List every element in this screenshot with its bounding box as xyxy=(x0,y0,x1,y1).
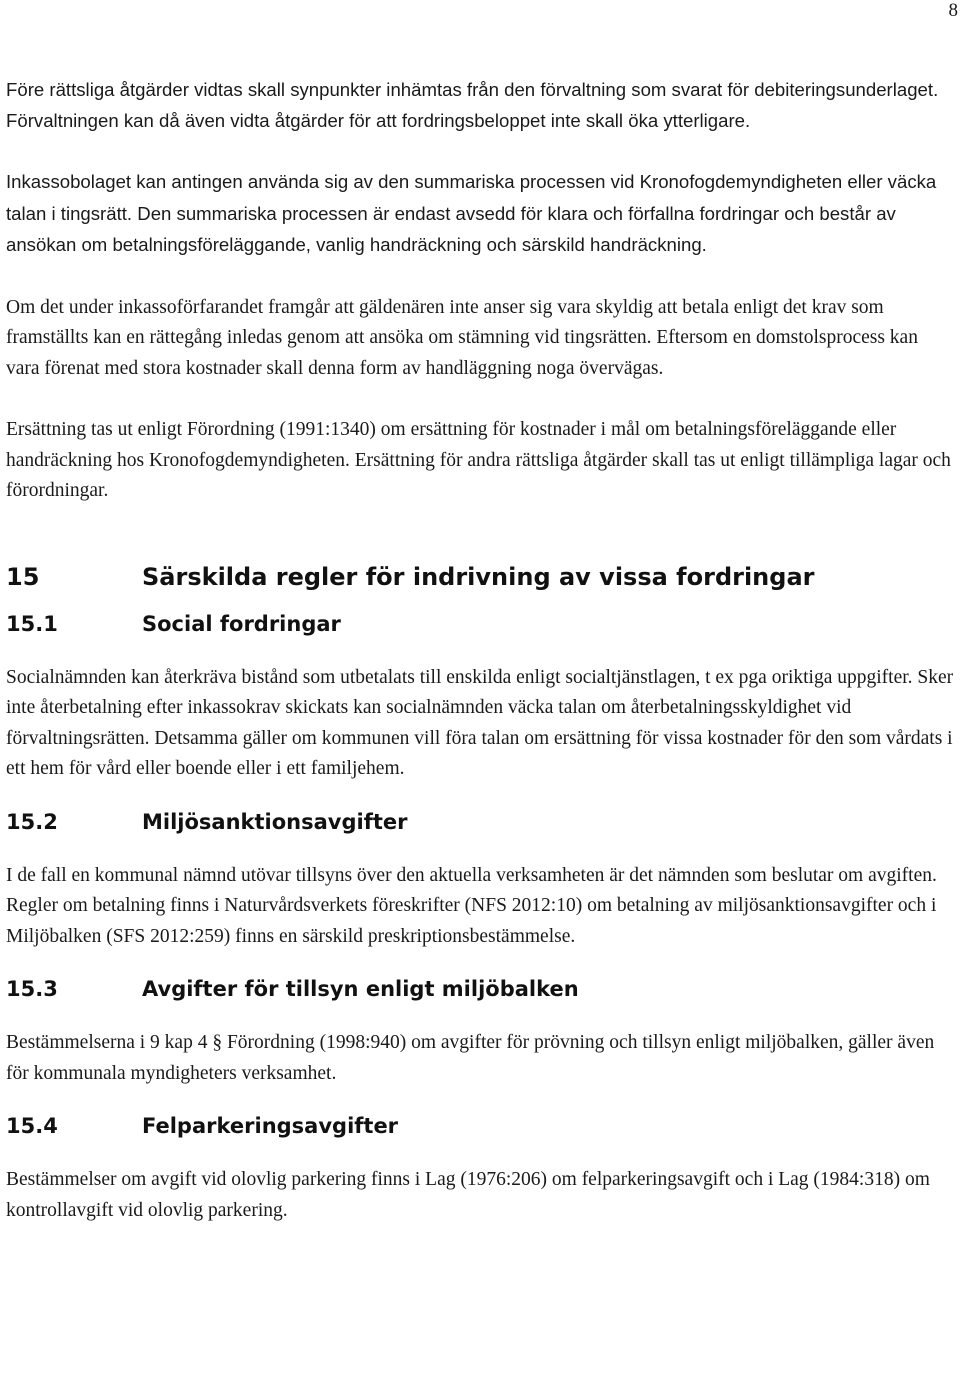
subsection-title: Felparkeringsavgifter xyxy=(142,1114,399,1138)
paragraph-collection-agency-part2: Den summariska processen är endast avsedd för klara och förfallna fordringar och består av ansökan om betalningsföreläggande, vanlig handräckning och särskild handräckning. xyxy=(6,202,896,255)
paragraph-court-process: Om det under inkassoförfarandet framgår att gäldenären inte anser sig vara skyldig att betala enligt det krav som framställts kan en rättegång inledas genom att ansöka om stämning vid tingsrätten. Eftersom en domstolsprocess kan vara förenat med stora kostnader skall denna form av handläggning noga övervägas. xyxy=(6,296,918,379)
page-number: 8 xyxy=(948,0,958,21)
paragraph-pre-legal-actions: Före rättsliga åtgärder vidtas skall synpunkter inhämtas från den förvaltning som svarat för debiteringsunderlaget. Förvaltningen kan då även vidta åtgärder för att fordringsbeloppet inte skall öka ytterligare. xyxy=(6,79,939,131)
paragraph-social-claims: Socialnämnden kan återkräva bistånd som utbetalats till enskilda enligt socialtjänstlagen, t ex pga oriktiga uppgifter. Sker inte återbetalning efter inkassokrav skickats kan socialnämnden väcka talan om återbetalningsskyldighet vid förvaltningsrätten. Detsamma gäller om kommunen vill föra talan om ersättning för vissa kostnader för den som vårdats i ett hem för vård eller boende eller i ett familjehem. xyxy=(6,666,954,779)
document-body xyxy=(6,75,956,1226)
subsection-number: 15.1 xyxy=(6,611,58,636)
subsection-number: 15.4 xyxy=(6,1114,58,1138)
subsection-title: Social fordringar xyxy=(142,611,341,636)
paragraph-compensation: Ersättning tas ut enligt Förordning (1991:1340) om ersättning för kostnader i mål om betalningsföreläggande eller handräckning hos Kronofogdemyndigheten. Ersättning för andra rättsliga åtgärder skall tas ut enligt tillämpliga lagar och förordningar. xyxy=(6,419,951,501)
section-title: Särskilda regler för indrivning av vissa fordringar xyxy=(142,562,815,591)
paragraph-environmental-sanctions: I de fall en kommunal nämnd utövar tillsyns över den aktuella verksamheten är det nämnden som beslutar om avgiften. Regler om betalning finns i Naturvårdsverkets föreskrifter (NFS 2012:10) om betalning av miljösanktionsavgifter och i Miljöbalken (SFS 2012:259) finns en särskild preskriptionsbestämmelse. xyxy=(6,864,937,947)
subsection-number: 15.3 xyxy=(6,977,58,1001)
section-number: 15 xyxy=(6,562,40,591)
subsection-heading-15-4 xyxy=(6,1111,956,1141)
paragraph-collection-agency-part1: Inkassobolaget kan antingen använda sig av den summariska processen vid Kronofogdemyndigheten eller väcka talan i tingsrätt. xyxy=(6,171,937,224)
subsection-title: Avgifter för tillsyn enligt miljöbalken xyxy=(142,977,579,1001)
subsection-heading-15-3 xyxy=(6,974,956,1004)
subsection-title: Miljösanktionsavgifter xyxy=(142,809,408,834)
section-heading-15 xyxy=(6,561,956,593)
paragraph-collection-agency xyxy=(6,167,956,262)
subsection-heading-15-2 xyxy=(6,807,956,837)
paragraph-supervision-fees: Bestämmelserna i 9 kap 4 § Förordning (1998:940) om avgifter för prövning och tillsyn enligt miljöbalken, gäller även för kommunala myndigheters verksamhet. xyxy=(6,1032,935,1084)
paragraph-parking-fees: Bestämmelser om avgift vid olovlig parkering finns i Lag (1976:206) om felparkeringsavgift och i Lag (1984:318) om kontrollavgift vid olovlig parkering. xyxy=(6,1169,930,1221)
subsection-heading-15-1 xyxy=(6,609,956,639)
subsection-number: 15.2 xyxy=(6,809,58,834)
